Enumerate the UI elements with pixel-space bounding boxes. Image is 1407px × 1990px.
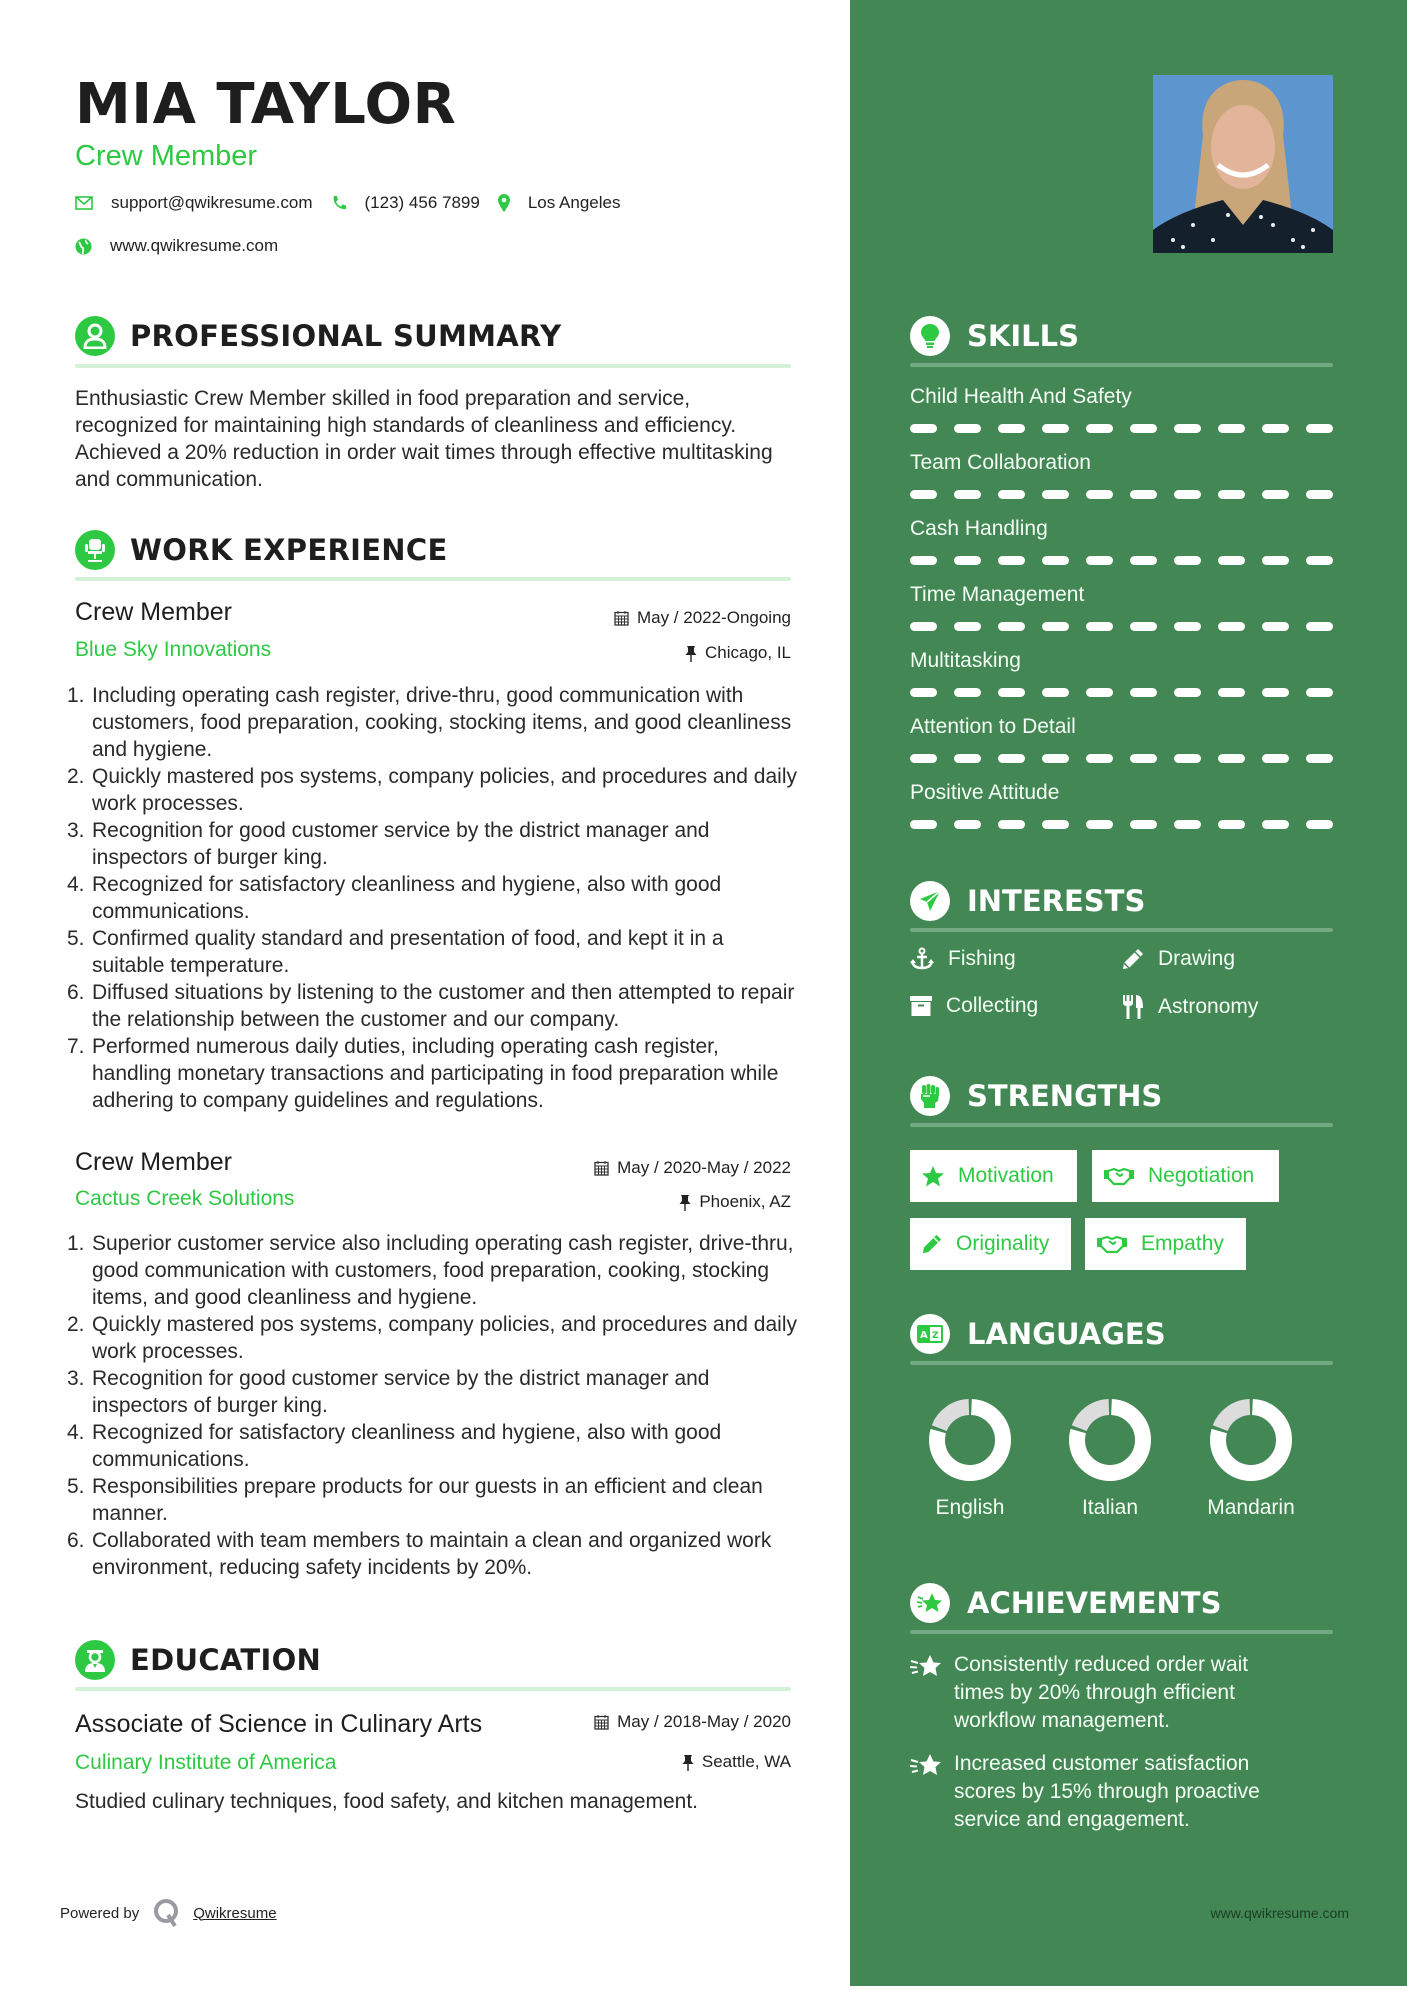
contact-website-row bbox=[75, 236, 296, 256]
skill-level-dash bbox=[1262, 754, 1289, 763]
strength-chip: Originality bbox=[910, 1218, 1071, 1270]
powered-by: Powered by Qwikresume bbox=[60, 1898, 277, 1928]
skill-level-dash bbox=[1218, 556, 1245, 565]
skill-level-dash bbox=[1262, 622, 1289, 631]
candidate-title: Crew Member bbox=[75, 140, 258, 172]
list-item: 3. Recognition for good customer service by the district manager and inspectors of burger king. bbox=[67, 819, 710, 869]
skill-item bbox=[910, 517, 1333, 565]
skill-label: Child Health And Safety bbox=[910, 385, 1132, 408]
skill-level-dash bbox=[1086, 622, 1113, 631]
list-item: 2. Quickly mastered pos systems, company policies, and procedures and daily work processes. bbox=[67, 1313, 797, 1363]
skill-level-dash bbox=[998, 754, 1025, 763]
language-item bbox=[1196, 1398, 1306, 1520]
skill-level-dash bbox=[1306, 688, 1333, 697]
skill-item bbox=[910, 583, 1333, 631]
list-item: 1. Superior customer service also including operating cash register, drive-thru, good communication with customers, food preparation, cooking, stocking items, and good cleanliness and hygiene. bbox=[67, 1232, 794, 1309]
section-header-summary: PROFESSIONAL SUMMARY bbox=[75, 316, 791, 356]
strength-chip: Motivation bbox=[910, 1150, 1077, 1202]
section-header-strengths: STRENGTHS bbox=[910, 1076, 1333, 1116]
job-dates: May / 2020-May / 2022 bbox=[594, 1158, 791, 1178]
skill-level-dash bbox=[1130, 688, 1157, 697]
list-item: 1. Including operating cash register, drive-thru, good communication with customers, food preparation, cooking, stocking items, and good cleanliness and hygiene. bbox=[67, 684, 792, 761]
skill-level-dash bbox=[1174, 490, 1201, 499]
education-location: Seattle, WA bbox=[682, 1752, 791, 1772]
lightbulb-icon bbox=[910, 316, 950, 356]
skill-level-dash bbox=[1042, 490, 1069, 499]
section-divider bbox=[75, 577, 791, 581]
skill-level-dash bbox=[1174, 688, 1201, 697]
skill-level-meter bbox=[910, 820, 1333, 829]
school-name: Culinary Institute of America bbox=[75, 1751, 337, 1774]
skill-label: Time Management bbox=[910, 583, 1085, 606]
skill-item bbox=[910, 781, 1333, 829]
pushpin-icon bbox=[682, 1754, 694, 1771]
skill-level-dash bbox=[1042, 688, 1069, 697]
office-chair-icon bbox=[75, 530, 115, 570]
skill-level-dash bbox=[1306, 424, 1333, 433]
section-divider bbox=[910, 1123, 1333, 1127]
section-divider bbox=[910, 928, 1333, 932]
skill-level-dash bbox=[1218, 424, 1245, 433]
list-item: 7. Performed numerous daily duties, including operating cash register, handling monetary transactions and participating in food preparation while adhering to company guidelines and regulations. bbox=[67, 1035, 779, 1112]
job-responsibilities bbox=[67, 1230, 797, 1581]
skill-level-dash bbox=[1262, 490, 1289, 499]
skill-level-dash bbox=[1218, 754, 1245, 763]
shooting-star-icon bbox=[910, 1752, 942, 1778]
skill-level-dash bbox=[1262, 556, 1289, 565]
language-proficiency-donut bbox=[928, 1398, 1012, 1482]
svg-text:Z: Z bbox=[932, 1331, 939, 1341]
section-header-languages: A Z LANGUAGES bbox=[910, 1314, 1333, 1354]
fist-icon bbox=[910, 1076, 950, 1116]
star-icon bbox=[922, 1166, 944, 1187]
education-dates: May / 2018-May / 2020 bbox=[594, 1712, 791, 1732]
list-item: 4. Recognized for satisfactory cleanliness and hygiene, also with good communications. bbox=[67, 873, 722, 923]
interest-item: Fishing bbox=[910, 947, 1016, 971]
job-dates: May / 2022-Ongoing bbox=[614, 608, 791, 628]
skill-level-dash bbox=[1218, 820, 1245, 829]
skill-level-dash bbox=[910, 424, 937, 433]
skill-level-dash bbox=[1042, 754, 1069, 763]
skill-level-dash bbox=[1130, 754, 1157, 763]
skill-level-dash bbox=[1306, 622, 1333, 631]
skill-label: Multitasking bbox=[910, 649, 1021, 672]
section-divider bbox=[75, 364, 791, 368]
skill-level-dash bbox=[1130, 622, 1157, 631]
envelope-icon bbox=[75, 196, 93, 210]
skill-level-dash bbox=[1086, 688, 1113, 697]
section-divider bbox=[910, 1630, 1333, 1634]
language-label: English bbox=[935, 1496, 1005, 1519]
skill-level-dash bbox=[910, 622, 937, 631]
list-item: 6. Collaborated with team members to maintain a clean and organized work environment, reducing safety incidents by 20%. bbox=[67, 1529, 772, 1579]
strength-chip: Negotiation bbox=[1092, 1150, 1279, 1202]
skill-item bbox=[910, 715, 1333, 763]
list-item: 2. Quickly mastered pos systems, company policies, and procedures and daily work processes. bbox=[67, 765, 797, 815]
achievement-item: Consistently reduced order wait times by 20% through efficient workflow management. bbox=[910, 1651, 1333, 1735]
pushpin-icon bbox=[685, 645, 697, 662]
skill-level-dash bbox=[1174, 622, 1201, 631]
skill-level-dash bbox=[1086, 490, 1113, 499]
candidate-name: MIA TAYLOR bbox=[75, 72, 457, 137]
skill-level-dash bbox=[1042, 556, 1069, 565]
skill-level-dash bbox=[954, 820, 981, 829]
strength-chip: Empathy bbox=[1085, 1218, 1246, 1270]
phone-icon bbox=[331, 195, 347, 211]
skill-label: Attention to Detail bbox=[910, 715, 1076, 738]
job-company: Blue Sky Innovations bbox=[75, 638, 272, 661]
calendar-icon bbox=[594, 1160, 609, 1176]
shooting-star-icon bbox=[910, 1653, 942, 1679]
list-item: 5. Confirmed quality standard and presentation of food, and kept it in a suitable temperature. bbox=[67, 927, 724, 977]
translate-icon bbox=[910, 1314, 950, 1354]
shooting-star-icon bbox=[910, 1583, 950, 1623]
degree-title: Associate of Science in Culinary Arts bbox=[75, 1710, 483, 1738]
anchor-icon bbox=[910, 947, 934, 971]
language-label: Mandarin bbox=[1207, 1496, 1295, 1519]
section-header-skills: SKILLS bbox=[910, 316, 1333, 356]
job-company: Cactus Creek Solutions bbox=[75, 1187, 295, 1210]
handshake-icon bbox=[1097, 1234, 1127, 1254]
skill-level-dash bbox=[998, 688, 1025, 697]
job-title: Crew Member bbox=[75, 598, 232, 626]
pencil-icon bbox=[1122, 948, 1144, 970]
skill-level-dash bbox=[1042, 424, 1069, 433]
skill-level-meter bbox=[910, 754, 1333, 763]
section-header-education: EDUCATION bbox=[75, 1640, 791, 1680]
globe-icon bbox=[75, 238, 92, 255]
graduate-icon bbox=[75, 1640, 115, 1680]
skill-level-dash bbox=[1306, 820, 1333, 829]
pencil-icon bbox=[922, 1234, 942, 1254]
interest-item: Collecting bbox=[910, 994, 1038, 1018]
section-header-experience: WORK EXPERIENCE bbox=[75, 530, 791, 570]
section-header-interests: INTERESTS bbox=[910, 881, 1333, 921]
skill-level-meter bbox=[910, 490, 1333, 499]
skill-level-dash bbox=[1130, 820, 1157, 829]
language-proficiency-donut bbox=[1068, 1398, 1152, 1482]
contact-row bbox=[75, 193, 638, 213]
profile-photo bbox=[1153, 75, 1333, 253]
skill-level-dash bbox=[1174, 820, 1201, 829]
skill-level-meter bbox=[910, 424, 1333, 433]
skill-level-dash bbox=[1218, 622, 1245, 631]
skill-item bbox=[910, 649, 1333, 697]
skill-label: Cash Handling bbox=[910, 517, 1048, 540]
job-location: Phoenix, AZ bbox=[679, 1192, 791, 1212]
skill-level-dash bbox=[954, 754, 981, 763]
skill-level-dash bbox=[998, 490, 1025, 499]
skill-level-dash bbox=[1130, 490, 1157, 499]
skill-level-dash bbox=[1218, 490, 1245, 499]
paper-plane-icon bbox=[910, 881, 950, 921]
contact-website[interactable]: www.qwikresume.com bbox=[75, 236, 278, 256]
skill-level-dash bbox=[1262, 424, 1289, 433]
job-title: Crew Member bbox=[75, 1148, 232, 1176]
skill-level-dash bbox=[1306, 490, 1333, 499]
contact-location: Los Angeles bbox=[498, 193, 621, 213]
skill-level-dash bbox=[1306, 556, 1333, 565]
qwikresume-logo-icon bbox=[153, 1898, 181, 1928]
job-location: Chicago, IL bbox=[685, 643, 791, 663]
handshake-icon bbox=[1104, 1166, 1134, 1186]
language-item bbox=[1055, 1398, 1165, 1520]
section-divider bbox=[910, 1361, 1333, 1365]
archive-box-icon bbox=[910, 995, 932, 1017]
skill-level-dash bbox=[1130, 424, 1157, 433]
skill-level-dash bbox=[954, 622, 981, 631]
section-header-achievements: ACHIEVEMENTS bbox=[910, 1583, 1333, 1623]
skill-label: Team Collaboration bbox=[910, 451, 1091, 474]
section-divider bbox=[75, 1687, 791, 1691]
skill-level-dash bbox=[1042, 820, 1069, 829]
section-divider bbox=[910, 363, 1333, 367]
skill-level-dash bbox=[954, 424, 981, 433]
skill-item bbox=[910, 451, 1333, 499]
skill-item bbox=[910, 385, 1333, 433]
skill-level-dash bbox=[998, 820, 1025, 829]
education-description: Studied culinary techniques, food safety, and kitchen management. bbox=[75, 1790, 698, 1813]
calendar-icon bbox=[594, 1714, 609, 1730]
skill-level-meter bbox=[910, 556, 1333, 565]
skill-level-dash bbox=[1086, 556, 1113, 565]
skill-level-dash bbox=[1174, 424, 1201, 433]
skill-level-dash bbox=[998, 424, 1025, 433]
user-icon bbox=[75, 316, 115, 356]
skill-level-dash bbox=[998, 622, 1025, 631]
skill-level-dash bbox=[1086, 754, 1113, 763]
language-label: Italian bbox=[1081, 1496, 1139, 1519]
svg-text:A: A bbox=[920, 1330, 928, 1341]
skill-level-dash bbox=[910, 556, 937, 565]
skill-level-dash bbox=[1130, 556, 1157, 565]
skill-label: Positive Attitude bbox=[910, 781, 1060, 804]
skill-level-meter bbox=[910, 688, 1333, 697]
language-proficiency-donut bbox=[1209, 1398, 1293, 1482]
skill-level-dash bbox=[998, 556, 1025, 565]
skill-level-dash bbox=[1042, 622, 1069, 631]
skill-level-dash bbox=[1218, 688, 1245, 697]
list-item: 5. Responsibilities prepare products for our guests in an efficient and clean manner. bbox=[67, 1475, 763, 1525]
skill-level-dash bbox=[910, 688, 937, 697]
list-item: 3. Recognition for good customer service by the district manager and inspectors of burger king. bbox=[67, 1367, 710, 1417]
skill-level-dash bbox=[1174, 754, 1201, 763]
calendar-icon bbox=[614, 610, 629, 626]
contact-email[interactable]: support@qwikresume.com bbox=[75, 193, 313, 213]
skill-level-dash bbox=[1086, 424, 1113, 433]
skill-level-dash bbox=[1262, 820, 1289, 829]
achievement-item: Increased customer satisfaction scores by 15% through proactive service and engagement. bbox=[910, 1750, 1333, 1834]
skill-level-dash bbox=[1306, 754, 1333, 763]
skill-level-dash bbox=[1174, 556, 1201, 565]
map-pin-icon bbox=[498, 194, 510, 212]
job-responsibilities bbox=[67, 682, 797, 1114]
summary-text: Enthusiastic Crew Member skilled in food preparation and service, recognized for maintaining high standards of cleanliness and efficiency. Achieved a 20% reduction in order wait times through effective multitasking and communication. bbox=[75, 387, 773, 491]
interest-item: Astronomy bbox=[1122, 994, 1258, 1020]
list-item: 4. Recognized for satisfactory cleanliness and hygiene, also with good communications. bbox=[67, 1421, 722, 1471]
skill-level-dash bbox=[954, 556, 981, 565]
skill-level-dash bbox=[1086, 820, 1113, 829]
skill-level-dash bbox=[1262, 688, 1289, 697]
pushpin-icon bbox=[679, 1194, 691, 1211]
interest-item: Drawing bbox=[1122, 947, 1235, 971]
skill-level-dash bbox=[954, 490, 981, 499]
skill-level-dash bbox=[910, 754, 937, 763]
skill-level-dash bbox=[910, 490, 937, 499]
language-item bbox=[915, 1398, 1025, 1520]
skill-level-dash bbox=[910, 820, 937, 829]
utensils-icon bbox=[1122, 994, 1144, 1020]
skill-level-dash bbox=[954, 688, 981, 697]
skill-level-meter bbox=[910, 622, 1333, 631]
list-item: 6. Diffused situations by listening to the customer and then attempted to repair the relationship between the customer and our company. bbox=[67, 981, 795, 1031]
qwikresume-link[interactable]: Qwikresume bbox=[193, 1904, 277, 1922]
footer-website[interactable]: www.qwikresume.com bbox=[1210, 1905, 1349, 1921]
contact-phone[interactable]: (123) 456 7899 bbox=[331, 193, 480, 213]
